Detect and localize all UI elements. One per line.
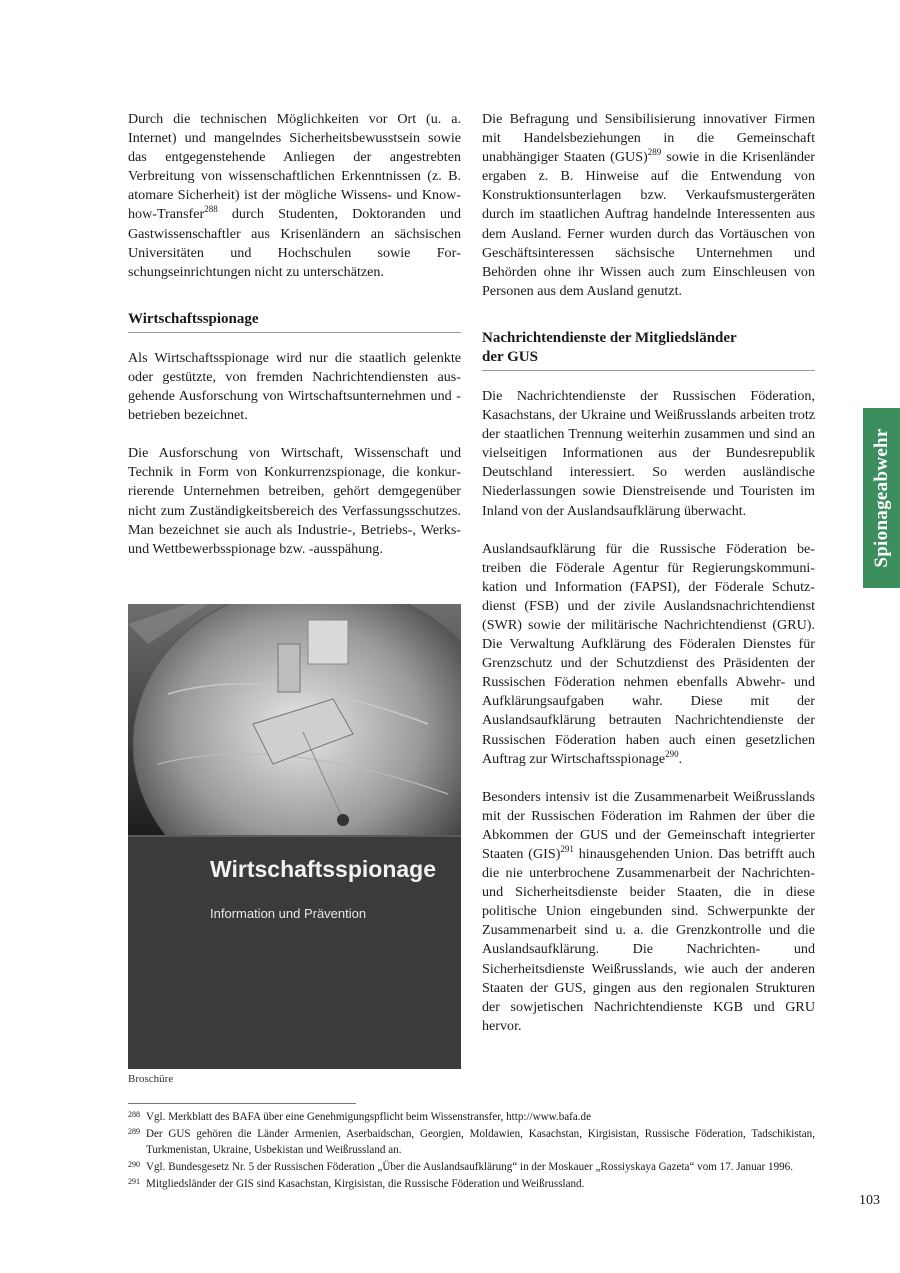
- brochure-subtitle: Information und Prävention: [210, 906, 367, 921]
- footnote-number: 289: [128, 1127, 140, 1136]
- intro-paragraph: Durch die technischen Möglichkeiten vor Ort (u. a. Internet) und mangelndes Sicherheitsbewusstsein sowie das entgegenstehende Anliegen der angestrebten Verbreitung von wissenschaftlichen Erkenntnissen (z. B. atomare Sicherheit) ist der mögliche Wissens- und Know-how-Transfer$^{288}$ durch Studenten, Doktoranden und Gastwissenschaftler aus Krisenländern an sächsischen Universitäten und Hochschulen sowie Forschungseinrichtungen nicht zu unterschätzen.: [128, 111, 461, 280]
- brochure-title: Wirtschaftsspionage: [210, 856, 437, 882]
- footnote-number: 288: [128, 1110, 140, 1119]
- footnote-ref-288[interactable]: 288: [204, 204, 218, 215]
- section-heading-wirtschaftsspionage: [128, 310, 461, 333]
- chapter-side-tab: [863, 408, 900, 588]
- nachrichtendienste-paragraph: Die Nachrichtendienste der Russischen Föderation, Kasachstans, der Ukraine und Weißrusslands arbeiten trotz der staatlichen Trennung weiterhin zusammen und sind an vielseitigen Informationen aus der Bundesrepublik Deutschland interessiert. So werden ausländische Niederlassungen sowie Dienstreisende und Touristen im Inland von der Auslandsaufklärung überwacht.: [482, 387, 815, 519]
- heading-nachrichtendienste: Nachrichtendienste der Mitgliedsländer der GUS: [482, 329, 737, 365]
- konkurrenzspionage-paragraph: Die Ausforschung von Wirtschaft, Wissenschaft und Technik in Form von Konkurrenzspionage, die konkurrierende Unternehmen betreiben, gehört demgegenüber nicht zum Zuständigkeitsbereich des Verfassungsschutzes. Man bezeichnet sie auch als Industrie-, Betriebs-, Werks- und Wettbewerbsspionage bzw. -ausspähung.: [128, 445, 461, 557]
- brochure-cover-illustration: [128, 604, 461, 1069]
- chapter-tab-label: Spionageabwehr: [870, 428, 892, 568]
- definition-paragraph: Als Wirtschaftsspionage wird nur die staatlich gelenkte oder gestützte, von fremden Nachrichtendiensten ausgehende Ausforschung von Wirtschaftsunternehmen und -betrieben bezeichnet.: [128, 349, 461, 424]
- page-number: 103: [859, 1193, 880, 1208]
- footnote-divider: [128, 1103, 356, 1104]
- auslandsaufklaerung-paragraph: Auslandsaufklärung für die Russische Föderation betreiben die Föderale Agentur für Regierungskommunikation und Information (FAPSI), der Föderale Schutzdienst (FSB) und der zivile Auslandsnachrichtendienst (SWR) sowie der militärische Nachrichtendienst (GRU). Die Verwaltung Aufklärung des Föderalen Dienstes für Grenzschutz und der Schutzdienst des Präsidenten der Russischen Föderation nehmen ebenfalls Abwehr- und Aufklärungsaufgaben wahr. Diese mit der Auslandsaufklärung betrauten Nachrichtendienste der Russischen Föderation haben auch einen gesetzlichen Auftrag zur Wirtschaftsspionage$^{290}$.: [482, 540, 815, 767]
- footnote-291: [128, 1177, 815, 1193]
- right-column: [482, 110, 815, 1055]
- heading-wirtschaftsspionage: Wirtschaftsspionage: [128, 310, 259, 327]
- footnote-text: Der GUS gehören die Länder Armenien, Aserbaidschan, Georgien, Moldawien, Kasachstan, Kirgisistan, Russische Föderation, Tadschikistan, Turkmenistan, Ukraine, Usbekistan und Weißrussland an.: [146, 1128, 815, 1156]
- zusammenarbeit-paragraph: Besonders intensiv ist die Zusammenarbeit Weißrusslands mit der Russischen Föderation im Rahmen der über die Abkommen der GUS und der Gemeinschaft integrierter Staaten (GIS)$^{291}$ hinausgehenden Union. Das betrifft auch die nie unterbrochene Zusammenarbeit der Nachrichten- und Sicherheitsdienste beider Staaten, die in diese politische Union eingebunden sind. Schwerpunkte der Zusammenarbeit sind u. a. die Grenzkontrolle und die Auslandsaufklärung. Die Nachrichten- und Sicherheitsdienste Weißrusslands, wie auch der anderen Staaten der GUS, gingen aus den regionalen Strukturen der sowjetischen Nachrichtendienste KGB und GRU hervor.: [482, 788, 815, 1034]
- section-heading-nachrichtendienste: [482, 329, 815, 371]
- footnote-number: 290: [128, 1159, 140, 1169]
- footnote-290: [128, 1160, 815, 1176]
- footnote-number: 291: [128, 1176, 140, 1186]
- footnote-text: Mitgliedsländer der GIS sind Kasachstan, Kirgisistan, die Russische Föderation und Weißrussland.: [146, 1177, 585, 1190]
- brochure-cover-image: [128, 604, 461, 1069]
- footnote-text: Vgl. Merkblatt des BAFA über eine Genehmigungspflicht beim Wissenstransfer, http://www.bafa.de: [146, 1111, 592, 1123]
- figure-caption: Broschüre: [128, 1073, 174, 1085]
- footnote-289: [128, 1127, 815, 1158]
- footnote-288: [128, 1110, 815, 1126]
- footnote-ref-291[interactable]: 291: [560, 844, 574, 854]
- befragung-paragraph: Die Befragung und Sensibilisierung innovativer Firmen mit Handelsbeziehungen in die Gemeinschaft unabhängiger Staaten (GUS)$^{289}$ sowie in die Krisenländer ergaben z. B. Hinweise auf die Entwendung von Konstruktionsunterlagen bzw. Verkaufsmustergeräten durch im staatlichen Auftrag handelnde Interessenten aus dem Ausland. Ferner wurden durch das Vortäuschen von Geschäftsinteressen sächsische Unternehmen und Behörden ohne ihr Wissen auch zum Einschleusen von Personen aus dem Ausland genutzt.: [482, 111, 815, 299]
- footnotes: [128, 1110, 815, 1194]
- left-column: [128, 110, 461, 578]
- footnote-ref-290[interactable]: 290: [665, 748, 679, 759]
- footnote-ref-289[interactable]: 289: [647, 147, 662, 158]
- footnote-text: Vgl. Bundesgesetz Nr. 5 der Russischen Föderation „Über die Auslandsaufklärung“ in der Moskauer „Rossiyskaya Gazeta“ vom 17. Januar 1996.: [146, 1160, 793, 1173]
